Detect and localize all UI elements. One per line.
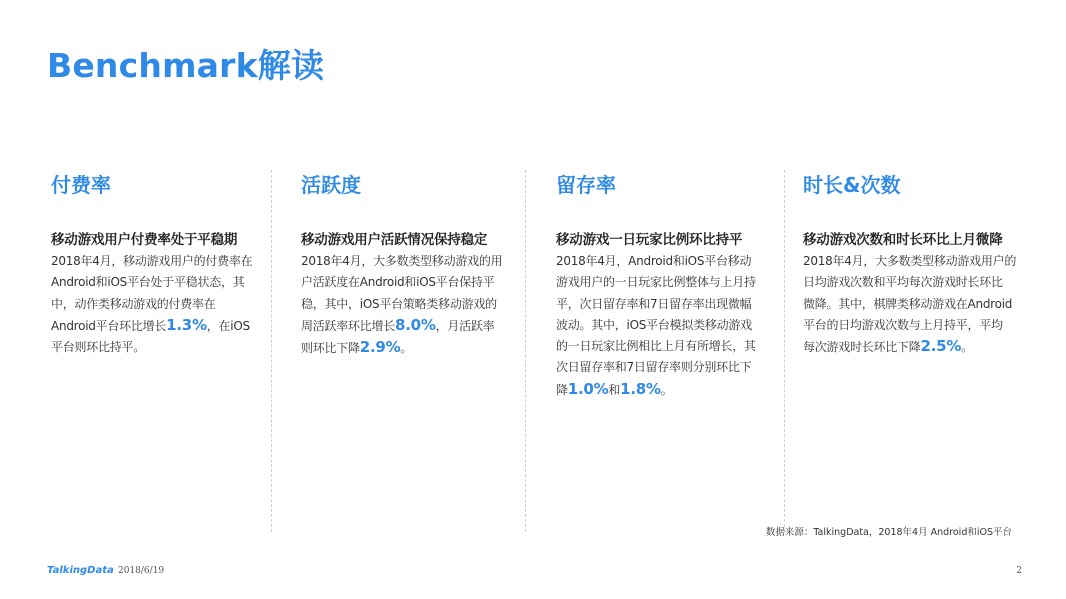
body-line <box>556 379 778 401</box>
body-text: 则环比下降 <box>301 341 360 356</box>
body-text: 稳，其中，iOS平台策略类移动游戏的 <box>301 296 497 311</box>
body-line <box>51 337 273 358</box>
body-text: 和 <box>608 382 621 397</box>
body-line <box>803 272 1033 293</box>
highlight-value: 2.9% <box>359 338 401 357</box>
page-number: 2 <box>1016 566 1022 576</box>
body-text: 中，动作类移动游戏的付费率在 <box>51 296 216 311</box>
body-text: Android平台环比增长 <box>51 318 167 333</box>
source-note: 数据来源：TalkingData，2018年4月 Android和iOS平台 <box>765 527 1012 538</box>
column-divider <box>271 170 272 532</box>
page-title: Benchmark解读 <box>47 46 325 85</box>
body-text: 降 <box>556 382 568 397</box>
column-heading: 留存率 <box>556 173 616 197</box>
body-text: 日均游戏次数和平均每次游戏时长环比 <box>803 275 1003 290</box>
body-line <box>556 251 778 272</box>
body-text: 平台的日均游戏次数与上月持平，平均 <box>803 317 1003 332</box>
body-line <box>301 272 523 293</box>
column-subtitle: 移动游戏次数和时长环比上月微降 <box>803 232 1003 248</box>
body-text: 次日留存率和7日留存率则分别环比下 <box>556 360 752 375</box>
column-payment-rate <box>51 170 273 358</box>
column-body <box>301 251 523 359</box>
column-heading: 时长&次数 <box>803 173 901 197</box>
highlight-value: 2.5% <box>920 337 962 356</box>
body-text: 。 <box>961 340 973 355</box>
body-text: 游戏用户的一日玩家比例整体与上月持 <box>556 275 756 290</box>
highlight-value: 8.0% <box>395 315 436 334</box>
body-text: 的一日玩家比例相比上月有所增长，其 <box>556 339 756 354</box>
column-subtitle: 移动游戏用户活跃情况保持稳定 <box>301 232 488 248</box>
body-text: 2018年4月，大多数类型移动游戏用户的 <box>803 254 1017 268</box>
footer-date: 2018/6/19 <box>118 566 165 576</box>
body-text: 平，次日留存率和7日留存率出现微幅 <box>556 296 752 311</box>
body-line <box>556 336 778 357</box>
body-text: 波动。其中，iOS平台模拟类移动游戏 <box>556 317 752 332</box>
body-line <box>51 251 273 272</box>
body-text: 微降。其中，棋牌类移动游戏在Android <box>803 296 1013 311</box>
column-body <box>556 251 778 401</box>
column-subtitle: 移动游戏用户付费率处于平稳期 <box>51 232 238 248</box>
body-text: 。 <box>660 382 673 397</box>
column-body <box>803 251 1033 358</box>
column-heading: 活跃度 <box>301 173 361 197</box>
body-text: 户活跃度在Android和iOS平台保持平 <box>301 275 495 290</box>
highlight-value: 1.0% <box>567 379 609 398</box>
column-subtitle: 移动游戏一日玩家比例环比持平 <box>556 232 743 248</box>
body-line <box>51 272 273 293</box>
body-line <box>556 294 778 315</box>
body-line <box>301 251 523 272</box>
body-line <box>301 294 523 315</box>
column-duration-frequency <box>803 170 1033 358</box>
body-text: 2018年4月，移动游戏用户的付费率在 <box>51 254 253 268</box>
body-text: ，月活跃率 <box>435 318 495 333</box>
body-text: ，在iOS <box>206 318 250 333</box>
talkingdata-logo: TalkingData <box>47 565 114 576</box>
body-line <box>556 315 778 336</box>
body-line <box>301 315 523 337</box>
body-line <box>803 294 1033 315</box>
body-text: 平台则环比持平。 <box>51 340 146 355</box>
highlight-value: 1.8% <box>620 379 661 398</box>
body-line <box>301 337 523 359</box>
column-divider <box>525 170 526 532</box>
body-text: 。 <box>400 341 413 356</box>
body-line <box>556 357 778 378</box>
body-line <box>51 294 273 315</box>
body-line <box>51 315 273 337</box>
column-body <box>51 251 273 358</box>
body-text: 2018年4月，大多数类型移动游戏的用 <box>301 254 503 268</box>
body-text: 每次游戏时长环比下降 <box>803 340 921 355</box>
highlight-value: 1.3% <box>166 315 207 334</box>
column-activity <box>301 170 523 359</box>
column-divider <box>784 170 785 532</box>
body-line <box>803 315 1033 336</box>
body-line <box>803 336 1033 358</box>
body-text: 周活跃率环比增长 <box>301 318 396 333</box>
body-line <box>803 251 1033 272</box>
body-line <box>556 272 778 293</box>
column-retention <box>556 170 778 401</box>
body-text: Android和iOS平台处于平稳状态，其 <box>51 275 245 290</box>
body-text: 2018年4月，Android和iOS平台移动 <box>556 254 752 268</box>
column-heading: 付费率 <box>51 173 111 197</box>
